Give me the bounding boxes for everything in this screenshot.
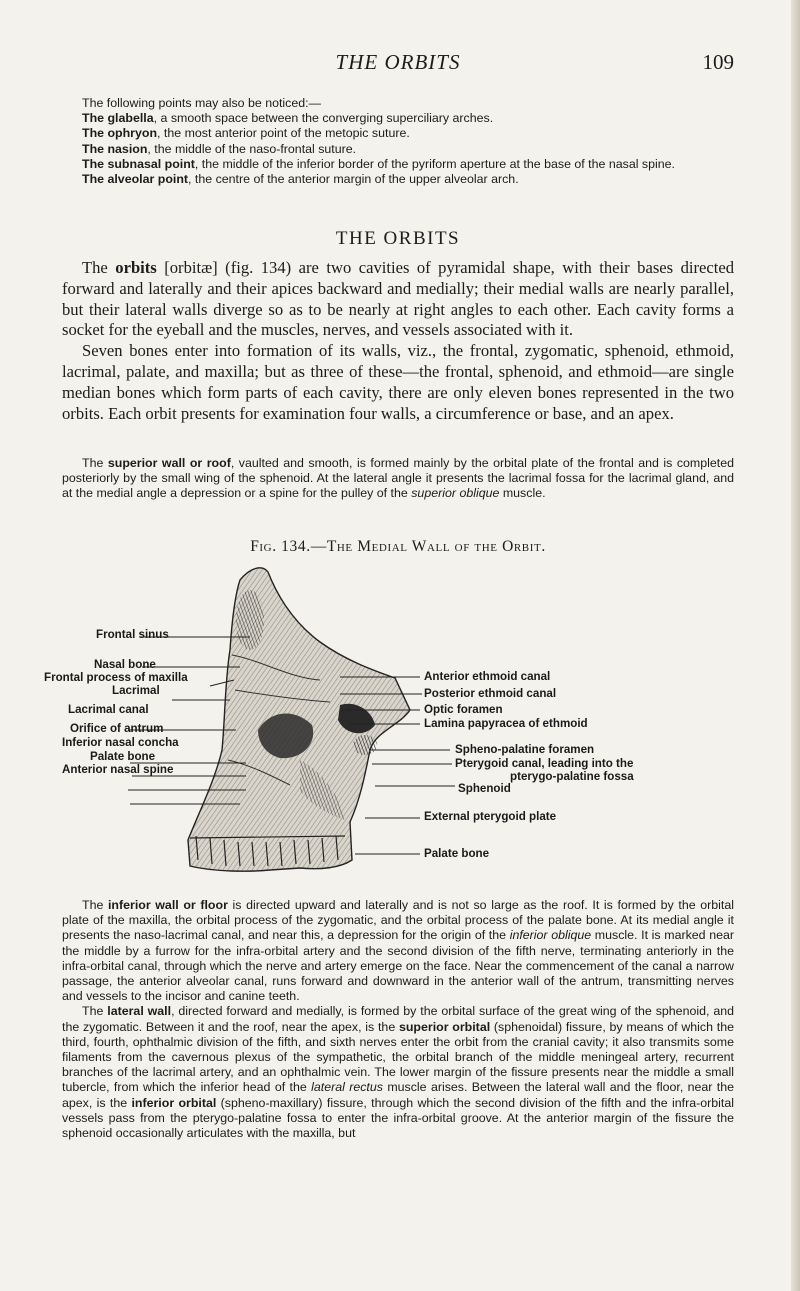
label-pterygo-palatine-fossa: pterygo-palatine fossa [510,770,634,783]
orbits-description [62,258,734,424]
label-lacrimal: Lacrimal [112,684,160,697]
paragraph-orbits: The orbits [orbitæ] (fig. 134) are two cavities of pyramidal shape, with their bases directed forward and laterally and their apices backward and medially; their medial walls are nearly parallel, but their lateral walls diverge so as to be nearly at right angles to each other. Each cavity forms a socket for the eyeball and the muscles, nerves, and vessels associated with it. [62,258,734,340]
point-alveolar: The alveolar point, the centre of the anterior margin of the upper alveolar arch. [82,172,519,187]
figure-caption: Fig. 134.—The Medial Wall of the Orbit. [250,538,546,555]
skull-illustration [0,560,800,880]
intro-lead: The following points may also be noticed:— [82,96,321,110]
label-nasal-bone: Nasal bone [94,658,156,671]
paragraph-superior-wall: The superior wall or roof, vaulted and smooth, is formed mainly by the orbital plate of the frontal and is completed posteriorly by the small wing of the sphenoid. At the lateral angle it presents the lacrimal fossa for the lacrimal gland, and at the medial angle a depression or a spine for the pulley of the superior oblique muscle. [62,456,734,501]
label-frontal-sinus: Frontal sinus [96,628,169,641]
label-spheno-palatine-foramen: Spheno-palatine foramen [455,743,595,756]
label-inferior-nasal-concha: Inferior nasal concha [62,736,179,749]
section-title: THE ORBITS [335,228,461,249]
floor-and-lateral-wall-section [62,898,734,1141]
point-glabella: The glabella, a smooth space between the converging superciliary arches. [82,111,494,126]
label-optic-foramen: Optic foramen [424,703,503,716]
label-lamina-papyracea: Lamina papyracea of ethmoid [424,717,588,730]
label-external-pterygoid-plate: External pterygoid plate [424,810,557,823]
running-title: THE ORBITS [335,50,461,74]
label-pterygoid-canal: Pterygoid canal, leading into the [455,757,634,770]
page-header [62,50,734,80]
paragraph-bones: Seven bones enter into formation of its walls, viz., the frontal, zygomatic, sphenoid, ethmoid, lacrimal, palate, and maxilla; but as three of these—the frontal, sphenoid, and ethmoid—are single median bones which form parts of each cavity, there are only eleven bones represented in the two orbits. Each orbit presents for examination four walls, a circumference or base, and an apex. [62,341,734,423]
page-number: 109 [702,50,734,74]
point-subnasal: The subnasal point, the middle of the inferior border of the pyriform aperture at the base of the nasal spine. [82,156,675,171]
point-nasion: The nasion, the middle of the naso-frontal suture. [82,141,357,156]
label-palate-bone-right: Palate bone [424,847,490,860]
label-sphenoid: Sphenoid [458,782,511,795]
point-ophryon: The ophryon, the most anterior point of the metopic suture. [82,126,410,141]
label-anterior-nasal-spine: Anterior nasal spine [62,763,174,776]
intro-points [62,96,734,187]
paragraph-lateral-wall: The lateral wall, directed forward and medially, is formed by the orbital surface of the great wing of the sphenoid, and the zygomatic. Between it and the roof, near the apex, is the superior orbital (sphenoidal) fissure, by means of which the third, fourth, ophthalmic division of the fifth, and sixth nerves enter the orbit from the cranial cavity; it also transmits some filaments from the cavernous plexus of the sympathetic, the orbital branch of the middle meningeal artery, recurrent branches of the lacrimal artery, and an ophthalmic vein. The lower margin of the fissure presents near the middle a small tubercle, from which the inferior head of the lateral rectus muscle arises. Between the lateral wall and the floor, near the apex, is the inferior orbital (spheno-maxillary) fissure, through which the second division of the fifth and the infra-orbital vessels pass from the pterygo-palatine fossa to enter the infra-orbital groove. At the anterior margin of the fissure the sphenoid occasionally articulates with the maxilla, but [62,1004,735,1141]
label-orifice-antrum: Orifice of antrum [70,722,164,735]
label-anterior-ethmoid-canal: Anterior ethmoid canal [424,670,551,683]
label-posterior-ethmoid-canal: Posterior ethmoid canal [424,687,557,700]
paragraph-inferior-wall: The inferior wall or floor is directed upward and laterally and is not so large as the roof. It is formed by the orbital plate of the maxilla, the orbital process of the zygomatic, and the orbital process of the palate bone. At its medial angle it presents the naso-lacrimal canal, and near this, a depression for the origin of the inferior oblique muscle. It is marked near the middle by a furrow for the infra-orbital artery and the second division of the fifth nerve, terminating anteriorly in the infra-orbital canal, through which the nerve and artery emerge on the face. Near the commencement of the canal a narrow passage, the anterior alveolar canal, runs forward and downward in the anterior wall of the antrum, transmitting nerves and vessels to the incisor and canine teeth. [62,898,734,1004]
label-frontal-process-maxilla: Frontal process of maxilla [44,671,188,684]
figure-medial-wall-orbit [0,560,800,880]
label-palate-bone-left: Palate bone [90,750,156,763]
label-lacrimal-canal: Lacrimal canal [68,703,149,716]
superior-wall-section [62,456,734,502]
